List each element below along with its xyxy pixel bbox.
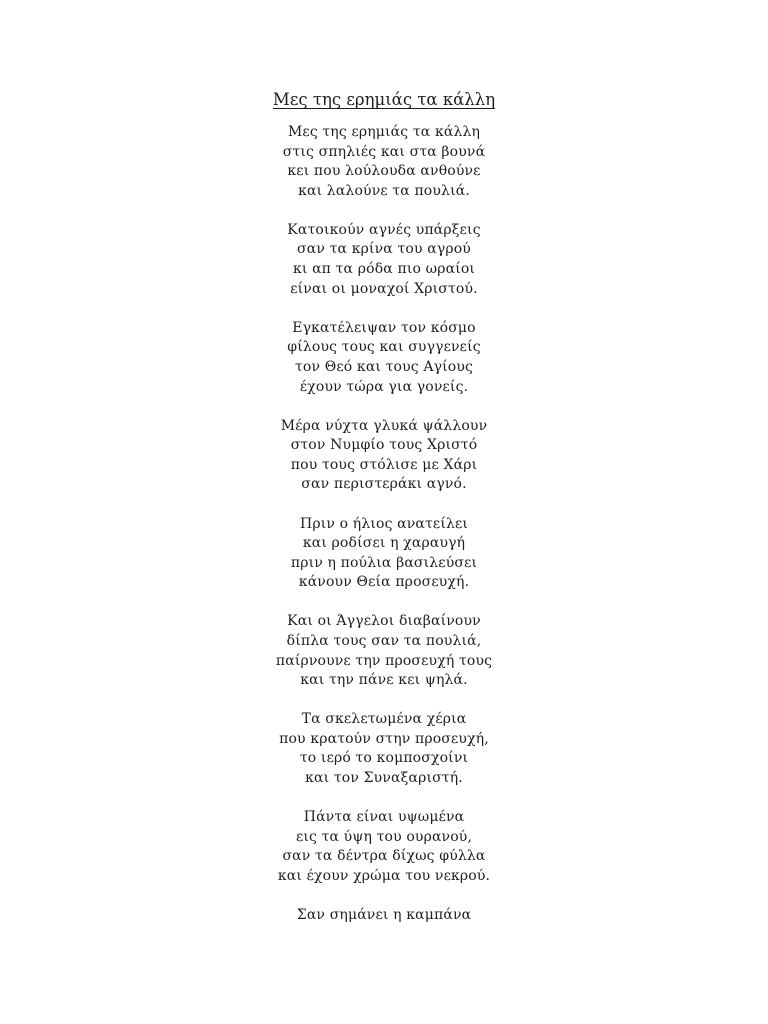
poem-line: Κατοικούν αγνές υπάρξεις [287,221,481,238]
poem-line: έχουν τώρα για γονείς. [299,378,469,395]
poem-line: και την πάνε κει ψηλά. [300,672,468,689]
poem-line: στον Νυμφίο τους Χριστό [290,437,478,454]
poem-line: και λαλούνε τα πουλιά. [298,182,470,199]
poem-line: εις τα ύψη του ουρανού, [295,828,473,845]
poem-line: τον Θεό και τους Αγίους [294,358,474,375]
poem-line: Μέρα νύχτα γλυκά ψάλλουν [280,417,488,434]
stanza [0,906,768,926]
poem-line: και έχουν χρώμα του νεκρού. [277,867,491,884]
poem-line: Πριν ο ήλιος ανατείλει [299,515,469,532]
poem-line: και ροδίσει η χαραυγή [302,535,466,552]
poem-line: το ιερό το κομποσχοίνι [299,750,469,767]
poem-line: πριν η πούλια βασιλεύσει [290,554,478,571]
stanza [0,710,768,788]
poem-line: και τον Συναξαριστή. [305,770,463,787]
poem-line: που κρατούν στην προσευχή, [279,730,489,747]
poem-line: κει που λούλουδα ανθούνε [287,163,481,180]
poem-line: Τα σκελετωμένα χέρια [301,711,467,728]
poem-line: κάνουν Θεία προσευχή. [298,574,470,591]
stanza [0,612,768,690]
poem-line: είναι οι μοναχοί Χριστού. [290,280,478,297]
poem-line: που τους στόλισε με Χάρι [290,456,478,473]
stanza [0,417,768,495]
stanza [0,221,768,299]
poem-body [0,123,768,945]
poem-title: Μες της ερημιάς τα κάλλη [272,90,496,109]
poem-line: Εγκατέλειψαν τον κόσμο [292,319,476,336]
poem-line: Μες της ερημιάς τα κάλλη [287,124,481,140]
poem-line: σαν τα κρίνα του αγρού [297,241,471,258]
poem-line: σαν περιστεράκι αγνό. [301,476,467,493]
poem-line: δίπλα τους σαν τα πουλιά, [286,632,482,649]
stanza [0,515,768,593]
poem-line: Πάντα είναι υψωμένα [303,809,465,826]
poem-line: Και οι Άγγελοι διαβαίνουν [287,613,481,630]
stanza [0,808,768,886]
poem-line: σαν τα δέντρα δίχως φύλλα [282,848,486,865]
poem-line: κι απ τα ρόδα πιο ωραίοι [292,261,476,278]
poem-line: φίλους τους και συγγενείς [287,339,481,356]
poem-line: στις σπηλιές και στα βουνά [282,143,486,160]
stanza [0,123,768,201]
poem-line: παίρνουνε την προσευχή τους [275,652,493,669]
stanza [0,319,768,397]
poem-line: Σαν σημάνει η καμπάνα [296,907,472,923]
